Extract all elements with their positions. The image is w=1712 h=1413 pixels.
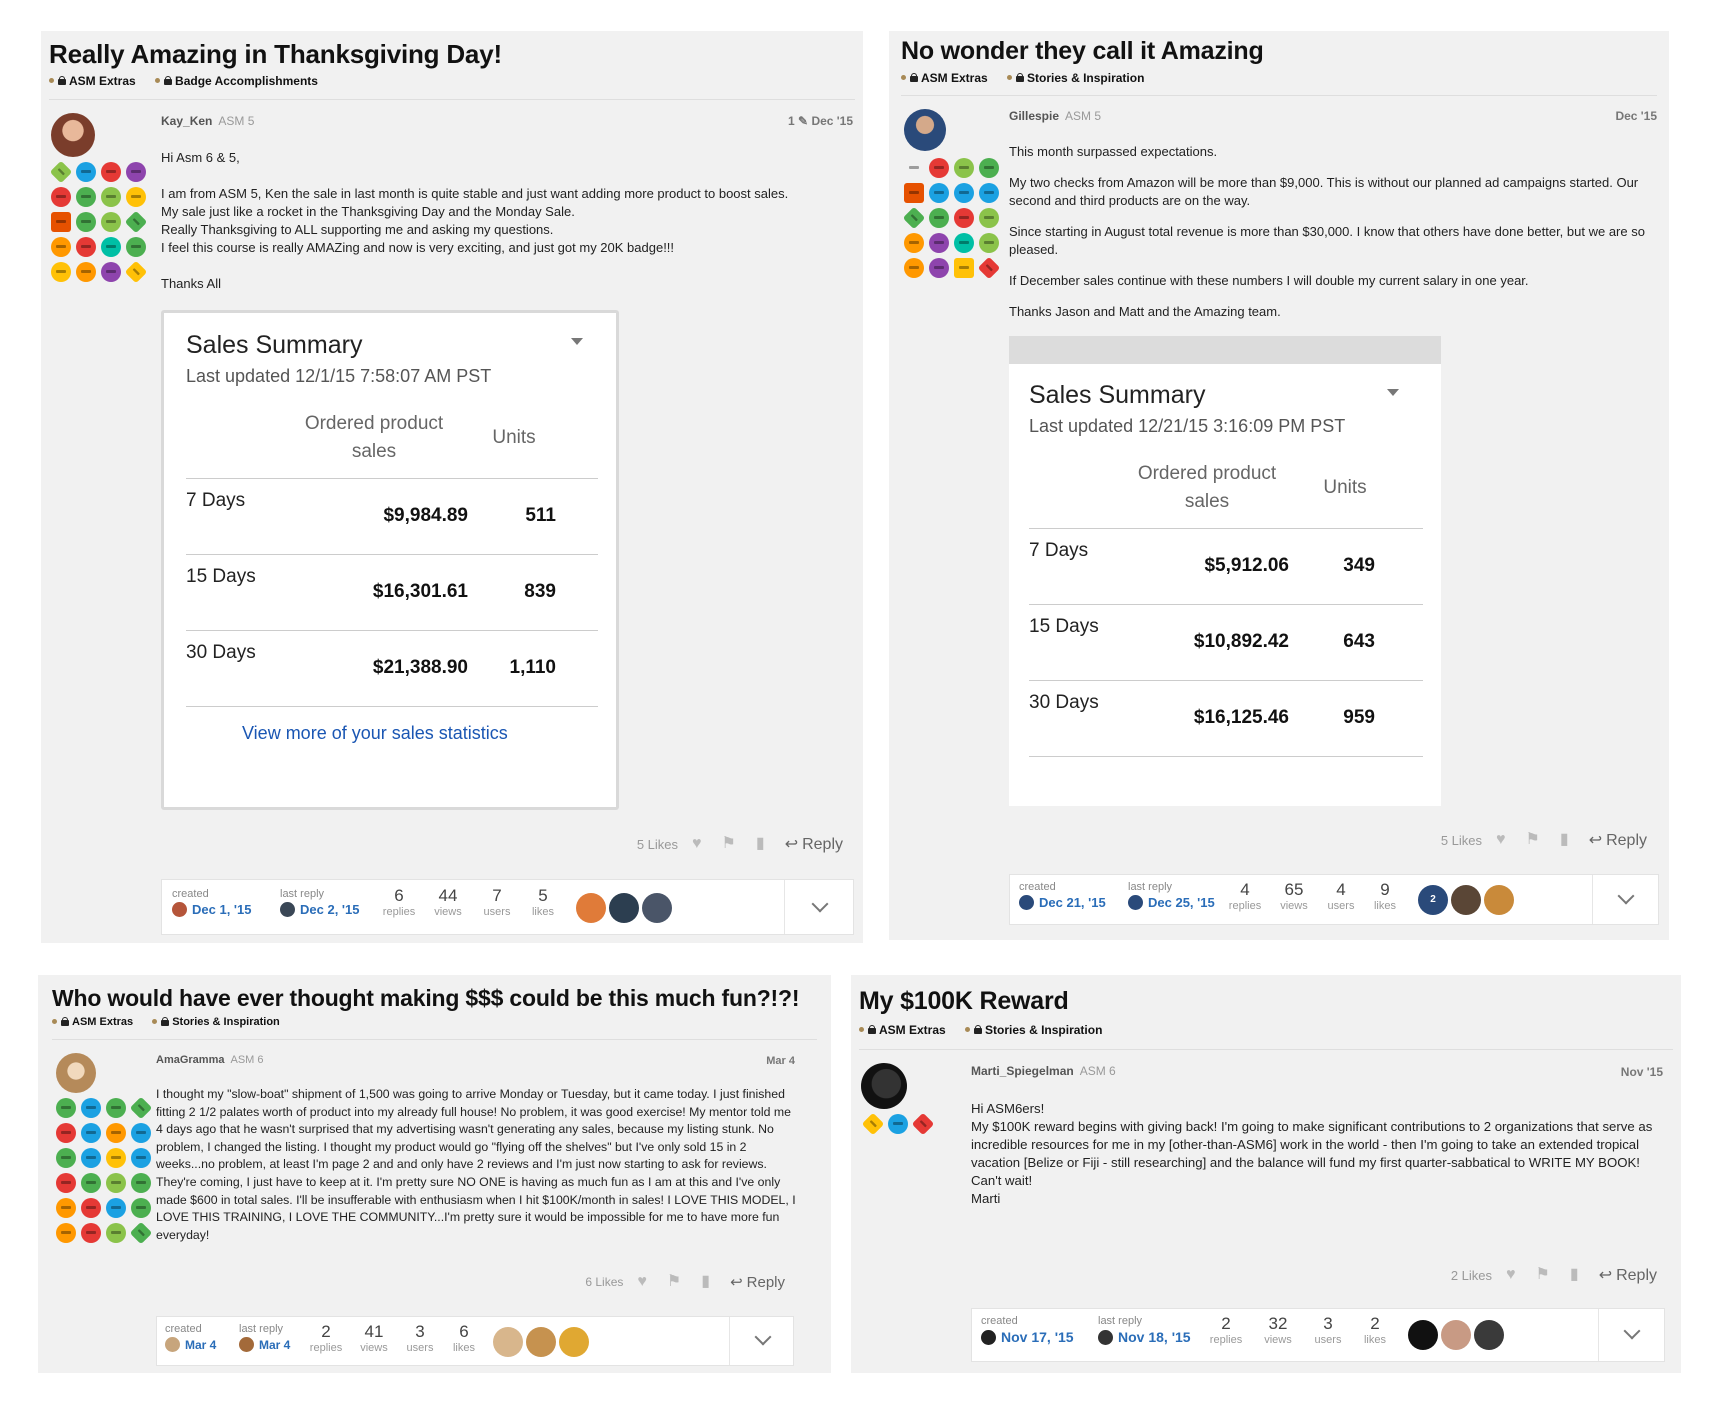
badge-icon: [126, 162, 146, 182]
last-reply-date[interactable]: Mar 4: [259, 1337, 291, 1352]
views-stat: 32 views: [1264, 1314, 1292, 1346]
badge-icon: [929, 208, 949, 228]
divider: [729, 1317, 730, 1365]
bookmark-icon[interactable]: ▮: [1569, 1266, 1579, 1283]
likes-count[interactable]: 5 Likes: [636, 836, 679, 852]
row-units: 643: [1343, 631, 1375, 652]
lock-icon: [1016, 73, 1024, 82]
row-units: 349: [1343, 555, 1375, 576]
post-author[interactable]: Gillespie ASM 5: [1009, 109, 1102, 123]
badge-icon: [81, 1123, 101, 1143]
badge-icon: [979, 208, 999, 228]
created-label: created: [165, 1323, 202, 1335]
created-info: [981, 1315, 1074, 1345]
post-paragraph: If December sales continue with these numbers I will double my current salary in one year.: [1009, 273, 1529, 288]
post-paragraph: I feel this course is really AMAZing and now is very exciting, and just got my 20K badge!!!: [161, 240, 675, 255]
avatar[interactable]: [1474, 1320, 1504, 1350]
badge-icon: [101, 237, 121, 257]
badge-icon: [81, 1198, 101, 1218]
heart-icon[interactable]: ♥: [637, 1273, 647, 1290]
replies-stat: 4 replies: [1228, 880, 1262, 912]
user-badges: [56, 1098, 150, 1243]
badge-icon: [954, 208, 974, 228]
divider: [52, 1039, 817, 1040]
badge-icon: [131, 1173, 151, 1193]
post-date[interactable]: Dec '15: [1615, 109, 1657, 123]
badge-icon: [51, 237, 71, 257]
last-updated: Last updated 12/1/15 7:58:07 AM PST: [186, 366, 492, 386]
badge-icon: [56, 1123, 76, 1143]
chevron-down-icon[interactable]: [755, 1329, 772, 1346]
row-divider: [186, 706, 598, 707]
chevron-down-icon[interactable]: [1618, 888, 1635, 905]
badge-icon: [106, 1223, 126, 1243]
badge-icon: [126, 187, 146, 207]
heart-icon[interactable]: ♥: [1506, 1266, 1516, 1283]
users-stat: 4 users: [1327, 880, 1355, 912]
badge-icon: [131, 1123, 151, 1143]
row-label: 7 Days: [1029, 540, 1089, 561]
badge-icon: [125, 261, 148, 284]
divider: [784, 880, 785, 934]
badge-icon: [76, 237, 96, 257]
row-divider: [186, 630, 598, 631]
badge-icon: [51, 187, 71, 207]
created-info: [165, 1323, 216, 1352]
heart-icon[interactable]: ♥: [1496, 831, 1506, 848]
badge-icon: [130, 1222, 153, 1245]
topic-title[interactable]: No wonder they call it Amazing: [901, 37, 1264, 65]
badge-icon: [106, 1198, 126, 1218]
badge-icon: [904, 183, 924, 203]
last-reply-date[interactable]: Dec 25, '15: [1148, 895, 1215, 910]
badge-icon: [929, 258, 949, 278]
last-reply-label: last reply: [280, 888, 325, 900]
likes-stat: 9 likes: [1373, 880, 1396, 912]
lock-icon: [910, 73, 918, 82]
chevron-down-icon[interactable]: [571, 338, 583, 345]
badge-icon: [101, 162, 121, 182]
category-badge[interactable]: Stories & Inspiration: [152, 1016, 280, 1028]
badge-icon: [76, 162, 96, 182]
views-stat: 65 views: [1280, 880, 1308, 912]
badge-icon: [888, 1114, 908, 1134]
post-author[interactable]: Kay_Ken ASM 5: [161, 114, 255, 128]
topic-map: [161, 879, 854, 935]
row-sales: $16,125.46: [1193, 707, 1289, 728]
bookmark-icon[interactable]: ▮: [1559, 831, 1569, 848]
badge-icon: [56, 1098, 76, 1118]
row-sales: $9,984.89: [383, 505, 468, 526]
likes-stat: 2 likes: [1363, 1314, 1386, 1346]
created-date[interactable]: Nov 17, '15: [1001, 1329, 1074, 1345]
avatar: [239, 1337, 254, 1352]
row-divider: [186, 478, 598, 479]
last-reply-info: [280, 888, 359, 917]
likes-count[interactable]: 5 Likes: [1440, 832, 1483, 848]
avatar[interactable]: [493, 1327, 523, 1357]
bookmark-icon[interactable]: ▮: [755, 835, 765, 852]
flag-icon[interactable]: ⚑: [1525, 831, 1540, 848]
post-paragraph: This month surpassed expectations.: [1009, 144, 1218, 159]
post-date[interactable]: 1 ✎ Dec '15: [788, 114, 853, 128]
avatar[interactable]: [526, 1327, 556, 1357]
post-paragraph: My two checks from Amazon will be more than $9,000. This is without our planned ad campaigns started. Our second and third products are on the way.: [1009, 175, 1639, 208]
post-paragraph: I thought my "slow-boat" shipment of 1,500 was going to arrive Monday or Tuesday, but it came today. I just finished fitting 2 1/2 palates worth of product into my already full house! No problem, it was good exercise! My mentor told me 4 days ago that he wasn't surprised that my advertising wasn't generating any sales, because my listing stunk. No problem, I changed the listing. I thought my product would go "flying off the shelves" but I've only sold 15 in 2 weeks...no problem, at least I'm page 2 and and only have 2 reviews and I'm just now starting to ask for reviews. They're coming, I just have to keep at it. I'm pretty sure NO ONE is having as much fun as I am at this and I've only made $600 in total sales. I'll be insufferable with enthusiasm when I hit $100K/month in sales! I LOVE THIS MODEL, I LOVE THIS TRAINING, I LOVE THE COMMUNITY...I'm pretty sure it would be impossible for me to have more fun everyday!: [156, 1087, 796, 1242]
row-label: 7 Days: [186, 490, 246, 511]
column-header-sales: Ordered product sales: [1137, 463, 1277, 512]
divider: [49, 99, 855, 100]
badge-icon: [929, 158, 949, 178]
divider: [901, 95, 1657, 96]
likes-count[interactable]: 6 Likes: [585, 1275, 624, 1289]
row-label: 30 Days: [1029, 692, 1099, 713]
badge-icon: [954, 158, 974, 178]
participant-avatars: [1418, 885, 1517, 915]
replies-stat: 2 replies: [309, 1322, 343, 1354]
replies-stat: 6 replies: [382, 886, 416, 918]
badge-icon: [904, 258, 924, 278]
row-units: 839: [524, 581, 556, 602]
post-paragraph: Since starting in August total revenue is more than $30,000. I know that others have done better, but we are so pleased.: [1009, 224, 1645, 257]
divider: [859, 1049, 1673, 1050]
category-badge[interactable]: ASM Extras: [49, 74, 136, 88]
chevron-down-icon[interactable]: [1624, 1323, 1641, 1340]
created-date[interactable]: Dec 21, '15: [1039, 895, 1106, 910]
avatar[interactable]: [576, 893, 606, 923]
post-greeting: Hi Asm 6 & 5,: [161, 150, 240, 165]
replies-stat: 2 replies: [1209, 1314, 1243, 1346]
badge-icon: [81, 1148, 101, 1168]
category-list: [901, 69, 1160, 85]
badge-icon: [126, 237, 146, 257]
post-author[interactable]: Marti_Spiegelman ASM 6: [971, 1064, 1116, 1078]
post-body: [161, 149, 851, 293]
badge-icon: [76, 212, 96, 232]
post-paragraph: Can't wait!: [971, 1173, 1033, 1188]
post-body: [156, 1086, 801, 1244]
chevron-down-icon[interactable]: [812, 896, 829, 913]
avatar[interactable]: 2: [1418, 885, 1448, 915]
badge-icon: [979, 233, 999, 253]
users-stat: 7 users: [483, 886, 511, 918]
last-reply-info: [1128, 881, 1215, 910]
last-reply-info: [239, 1323, 290, 1352]
badge-icon: [954, 183, 974, 203]
badge-icon: [81, 1098, 101, 1118]
row-units: 959: [1343, 707, 1375, 728]
card-title: Sales Summary: [1029, 381, 1206, 409]
category-badge[interactable]: ASM Extras: [859, 1023, 946, 1037]
topic-panel-thanksgiving: [41, 31, 863, 943]
badge-icon: [50, 161, 73, 184]
post-greeting: Hi ASM6ers!: [971, 1101, 1045, 1116]
badge-icon: [56, 1173, 76, 1193]
topic-map: [971, 1308, 1665, 1362]
badge-icon: [130, 1097, 153, 1120]
column-header-units: Units: [1323, 477, 1367, 498]
post-body: [971, 1100, 1666, 1208]
card-title: Sales Summary: [186, 331, 363, 359]
badge-icon: [929, 233, 949, 253]
flag-icon[interactable]: ⚑: [666, 1273, 682, 1290]
post-date[interactable]: Nov '15: [1620, 1065, 1663, 1079]
badge-icon: [125, 211, 148, 234]
badge-icon: [81, 1173, 101, 1193]
row-divider: [1029, 680, 1423, 681]
flag-icon[interactable]: ⚑: [721, 835, 736, 852]
chevron-down-icon[interactable]: [1387, 389, 1399, 396]
topic-title[interactable]: My $100K Reward: [859, 987, 1069, 1015]
badge-icon: [978, 257, 1001, 280]
badge-icon: [954, 258, 974, 278]
row-label: 30 Days: [186, 642, 256, 663]
badge-icon: [979, 158, 999, 178]
badge-icon: [106, 1098, 126, 1118]
avatar[interactable]: [1441, 1320, 1471, 1350]
row-label: 15 Days: [1029, 616, 1099, 637]
reply-button[interactable]: ↩ Reply: [1599, 1265, 1657, 1285]
badge-icon: [76, 262, 96, 282]
last-reply-date[interactable]: Dec 2, '15: [300, 902, 360, 917]
created-info: [172, 888, 251, 917]
post-actions: [637, 834, 843, 854]
row-label: 15 Days: [186, 566, 256, 587]
avatar: [165, 1337, 180, 1352]
last-reply-label: last reply: [1098, 1315, 1143, 1327]
avatar: [981, 1330, 996, 1345]
last-reply-date[interactable]: Nov 18, '15: [1118, 1329, 1191, 1345]
badge-icon: [106, 1173, 126, 1193]
avatar[interactable]: [642, 893, 672, 923]
row-divider: [1029, 756, 1423, 757]
row-units: 1,110: [509, 657, 556, 678]
likes-count[interactable]: 2 Likes: [1450, 1267, 1493, 1283]
avatar: [1098, 1330, 1113, 1345]
badge-icon: [131, 1148, 151, 1168]
participant-avatars: [576, 893, 675, 923]
avatar: [280, 902, 295, 917]
column-header-sales: Ordered product sales: [304, 413, 444, 462]
avatar: [1019, 895, 1034, 910]
likes-stat: 5 likes: [531, 886, 554, 918]
card-header-bar: [1009, 336, 1441, 364]
avatar[interactable]: [904, 109, 946, 151]
badge-icon: [912, 1113, 935, 1136]
topic-panel-fun: [38, 975, 831, 1373]
flag-icon[interactable]: ⚑: [1535, 1266, 1550, 1283]
user-badges: [863, 1114, 933, 1134]
row-divider: [186, 554, 598, 555]
post-paragraph: My sale just like a rocket in the Thanksgiving Day and the Monday Sale.: [161, 204, 575, 219]
post-signoff: Marti: [971, 1191, 1001, 1206]
post-actions: [585, 1273, 785, 1291]
lock-icon: [974, 1025, 982, 1034]
avatar[interactable]: [1484, 885, 1514, 915]
category-badge[interactable]: Badge Accomplishments: [155, 74, 318, 88]
badge-icon: [51, 262, 71, 282]
post-paragraph: My $100K reward begins with giving back! I'm going to make significant contributions to 2 organizations that serve as incredible resources for me in my [other-than-ASM6] work in the world - then I'm going to take an extended tropical vacation [Belize or Fiji - still researching] and the balance will fund my first quarter-sabbatical to WRITE MY BOOK!: [971, 1119, 1653, 1170]
avatar: [172, 902, 187, 917]
badge-icon: [862, 1113, 885, 1136]
topic-map: [156, 1316, 794, 1366]
users-stat: 3 users: [1314, 1314, 1342, 1346]
created-label: created: [1019, 881, 1056, 893]
divider: [1598, 1309, 1599, 1361]
row-sales: $10,892.42: [1193, 631, 1289, 652]
topic-map: [1009, 874, 1659, 925]
topic-title[interactable]: Really Amazing in Thanksgiving Day!: [49, 39, 502, 69]
sales-summary-card: [1009, 336, 1441, 806]
view-more-link[interactable]: View more of your sales statistics: [242, 723, 508, 743]
reply-button[interactable]: ↩ Reply: [1589, 830, 1647, 850]
last-reply-label: last reply: [1128, 881, 1173, 893]
badge-icon: [904, 233, 924, 253]
created-date[interactable]: Dec 1, '15: [192, 902, 252, 917]
badge-icon: [56, 1148, 76, 1168]
row-sales: $5,912.06: [1204, 555, 1289, 576]
participant-avatars: [1408, 1320, 1507, 1350]
users-stat: 3 users: [406, 1322, 434, 1354]
views-stat: 44 views: [434, 886, 462, 918]
badge-icon: [81, 1223, 101, 1243]
avatar[interactable]: [1451, 885, 1481, 915]
avatar[interactable]: [56, 1053, 96, 1093]
category-badge[interactable]: Stories & Inspiration: [1007, 71, 1144, 85]
badge-icon: [979, 183, 999, 203]
created-label: created: [172, 888, 209, 900]
views-stat: 41 views: [360, 1322, 388, 1354]
row-divider: [1029, 604, 1423, 605]
post-body: [1009, 143, 1659, 321]
badge-icon: [56, 1223, 76, 1243]
badge-icon: [929, 183, 949, 203]
lock-icon: [161, 1017, 169, 1026]
last-updated: Last updated 12/21/15 3:16:09 PM PST: [1029, 416, 1346, 436]
post-date[interactable]: Mar 4: [766, 1055, 795, 1067]
bookmark-icon[interactable]: ▮: [701, 1273, 711, 1290]
lock-icon: [868, 1025, 876, 1034]
topic-panel-amazing: [889, 31, 1669, 940]
created-label: created: [981, 1315, 1018, 1327]
column-header-units: Units: [492, 427, 536, 448]
badge-icon: [76, 187, 96, 207]
post-paragraph: Really Thanksgiving to ALL supporting me and asking my questions.: [161, 222, 554, 237]
post-paragraph: Thanks Jason and Matt and the Amazing team.: [1009, 304, 1281, 319]
badge-icon: [903, 207, 926, 230]
post-author[interactable]: AmaGramma ASM 6: [156, 1054, 264, 1066]
likes-stat: 6 likes: [452, 1322, 475, 1354]
last-reply-label: last reply: [239, 1323, 284, 1335]
category-list: [859, 1021, 1118, 1037]
topic-title[interactable]: Who would have ever thought making $$$ could be this much fun?!?!: [52, 985, 800, 1011]
user-badges: [51, 162, 146, 282]
row-divider: [1029, 528, 1423, 529]
badge-icon: [106, 1148, 126, 1168]
avatar[interactable]: [51, 113, 95, 157]
post-actions: [1441, 830, 1647, 850]
sales-summary-card: [161, 310, 619, 810]
category-badge[interactable]: ASM Extras: [901, 71, 988, 85]
badge-icon: [106, 1123, 126, 1143]
lock-icon: [58, 76, 66, 85]
created-date[interactable]: Mar 4: [185, 1337, 217, 1352]
badge-icon: [954, 233, 974, 253]
category-list: [49, 72, 334, 88]
avatar: [1128, 895, 1143, 910]
lock-icon: [61, 1017, 69, 1026]
reply-button[interactable]: ↩ Reply: [730, 1273, 785, 1291]
row-sales: $16,301.61: [372, 581, 468, 602]
row-units: 511: [525, 505, 556, 526]
post-actions: [1451, 1265, 1657, 1285]
avatar[interactable]: [861, 1063, 907, 1109]
badge-icon: [131, 1198, 151, 1218]
heart-icon[interactable]: ♥: [692, 835, 702, 852]
divider: [1592, 875, 1593, 924]
user-badges: [904, 158, 999, 278]
category-badge[interactable]: Stories & Inspiration: [965, 1023, 1102, 1037]
topic-panel-reward: [851, 975, 1681, 1373]
row-sales: $21,388.90: [372, 657, 468, 678]
badge-icon: [56, 1198, 76, 1218]
last-reply-info: [1098, 1315, 1191, 1345]
category-badge[interactable]: ASM Extras: [52, 1016, 133, 1028]
participant-avatars: [493, 1327, 592, 1357]
avatar[interactable]: [1408, 1320, 1438, 1350]
badge-icon: [904, 158, 924, 178]
badge-icon: [101, 212, 121, 232]
lock-icon: [164, 76, 172, 85]
badge-icon: [101, 262, 121, 282]
post-signoff: Thanks All: [161, 276, 221, 291]
reply-button[interactable]: ↩ Reply: [785, 834, 843, 854]
created-info: [1019, 881, 1106, 910]
avatar[interactable]: [559, 1327, 589, 1357]
avatar[interactable]: [609, 893, 639, 923]
badge-icon: [51, 212, 71, 232]
badge-icon: [101, 187, 121, 207]
post-paragraph: I am from ASM 5, Ken the sale in last month is quite stable and just want adding more product to boost sales.: [161, 186, 789, 201]
category-list: [52, 1015, 296, 1028]
